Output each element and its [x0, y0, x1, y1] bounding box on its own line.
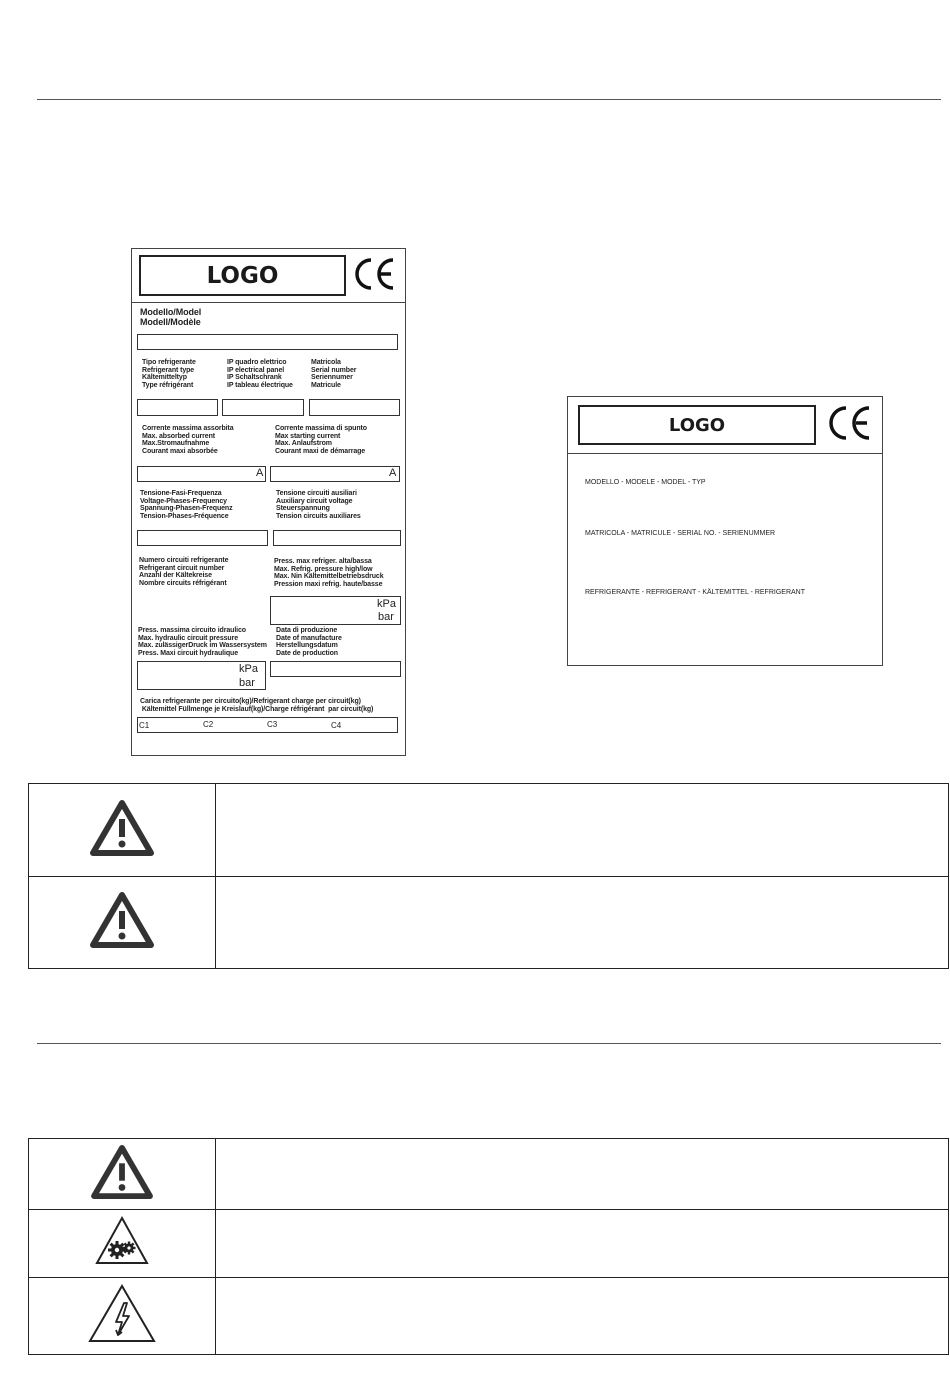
plate2-refrigerant-line: REFRIGERANTE - REFRIGERANT - KÄLTEMITTEL - REFRIGERANT	[585, 589, 805, 596]
refrigerant-type-field[interactable]	[137, 399, 218, 416]
plate2-ce-mark-icon	[825, 403, 873, 443]
hydraulic-pressure-unit-bar: bar	[239, 677, 255, 689]
ip-panel-field[interactable]	[222, 399, 304, 416]
hydraulic-pressure-label: Press. massima circuito idraulico Max. hydraulic circuit pressure Max. zulässigerDruck im Wassersystem Press. Maxi circuit hydraulique	[138, 627, 267, 657]
voltage-label: Tensione-Fasi-Frequenza Voltage-Phases-Frequency Spannung-Phasen-Frequenz Tension-Phases-Fréquence	[140, 490, 233, 520]
plate2-serial-line: MATRICOLA - MATRICULE - SERIAL NO. - SERIENUMMER	[585, 530, 776, 537]
starting-current-label: Corrente massima di spunto Max starting current Max. Anlaufstrom Courant maxi de démarrage	[275, 425, 367, 455]
table-row	[29, 1278, 949, 1355]
refrigerant-pressure-unit-kpa: kPa	[377, 598, 396, 610]
circuit-c2-label: C2	[203, 720, 214, 729]
circuit-c1-label: C1	[139, 721, 150, 730]
max-current-unit: A	[256, 467, 264, 479]
serial-number-label: Matricola Serial number Seriennumer Matricule	[311, 359, 357, 389]
refrigerant-charge-label: Carica refrigerante per circuito(kg)/Refrigerant charge per circuit(kg) Kältemittel Füllmenge je Kreislauf(kg)/Charge réfrigérant par circuit(kg)	[140, 698, 374, 713]
voltage-field[interactable]	[137, 530, 268, 546]
warning-table-1	[28, 783, 949, 969]
moving-parts-gears-icon	[94, 1215, 150, 1267]
production-date-field[interactable]	[270, 661, 401, 677]
warning-triangle-icon	[89, 891, 155, 949]
ce-mark-icon	[351, 255, 397, 293]
table-row	[29, 1139, 949, 1210]
circuit-number-label: Numero circuiti refrigerante Refrigerant circuit number Anzahl der Kältekreise Nombre circuits réfrigérant	[139, 557, 229, 587]
max-current-field[interactable]	[137, 466, 266, 482]
warning-text-cell	[216, 1210, 949, 1278]
plate2-logo-text: LOGO	[668, 414, 726, 436]
warning-text-cell	[216, 1139, 949, 1210]
circuit-c3-label: C3	[267, 720, 278, 729]
refrigerant-pressure-label: Press. max refriger. alta/bassa Max. Refrig. pressure high/low Max. Nin Kältemittelbetriebsdruck Pression maxi refrig. haute/basse	[274, 558, 384, 588]
table-row	[29, 1210, 949, 1278]
warning-text-cell	[216, 877, 949, 969]
model-field[interactable]	[137, 334, 398, 350]
warning-triangle-icon	[89, 799, 155, 857]
warning-triangle-icon	[90, 1144, 154, 1200]
circuit-c4-label: C4	[331, 721, 342, 730]
table-row	[29, 877, 949, 969]
icon-cell	[29, 1210, 216, 1278]
rating-plate-small	[567, 396, 883, 666]
starting-current-field[interactable]	[270, 466, 400, 482]
warning-table-2	[28, 1138, 949, 1355]
icon-cell	[29, 1278, 216, 1355]
icon-cell	[29, 784, 216, 877]
icon-cell	[29, 877, 216, 969]
rating-plate-large	[131, 248, 406, 756]
plate2-logo-box	[578, 405, 816, 445]
electrical-hazard-icon	[87, 1283, 157, 1345]
refrigerant-type-label: Tipo refrigerante Refrigerant type Kältemitteltyp Type réfrigérant	[142, 359, 196, 389]
logo-text: LOGO	[206, 262, 279, 289]
production-date-label: Data di produzione Date of manufacture Herstellungsdatum Date de production	[276, 627, 342, 657]
max-current-label: Corrente massima assorbita Max. absorbed current Max.Stromaufnahme Courant maxi absorbée	[142, 425, 234, 455]
ip-panel-label: IP quadro elettrico IP electrical panel IP Schaltschrank IP tableau électrique	[227, 359, 293, 389]
serial-number-field[interactable]	[309, 399, 400, 416]
logo-box	[139, 255, 346, 296]
warning-text-cell	[216, 1278, 949, 1355]
warning-text-cell	[216, 784, 949, 877]
aux-voltage-label: Tensione circuiti ausiliari Auxiliary circuit voltage Steuerspannung Tension circuits auxiliares	[276, 490, 361, 520]
plate2-model-line: MODELLO - MODELE - MODEL - TYP	[585, 479, 706, 486]
middle-divider	[37, 1043, 941, 1044]
refrigerant-pressure-unit-bar: bar	[378, 611, 394, 623]
hydraulic-pressure-unit-kpa: kPa	[239, 663, 258, 675]
icon-cell	[29, 1139, 216, 1210]
model-label: Modello/Model Modell/Modèle	[140, 307, 202, 327]
starting-current-unit: A	[389, 467, 397, 479]
top-divider	[37, 99, 941, 100]
table-row	[29, 784, 949, 877]
aux-voltage-field[interactable]	[273, 530, 401, 546]
